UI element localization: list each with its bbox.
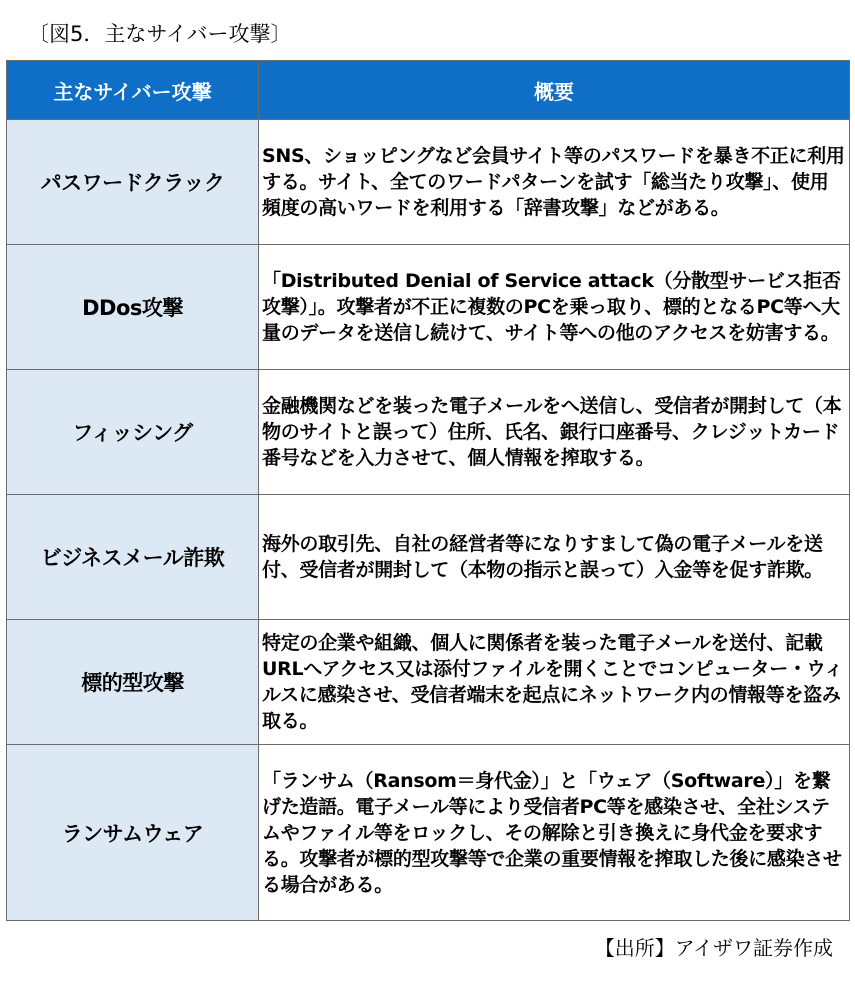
- attack-description: SNS、ショッピングなど会員サイト等のパスワードを暴き不正に利用する。サイト、全てのワードパターンを試す「総当たり攻撃」、使用頻度の高いワードを利用する「辞書攻撃」などがある。: [259, 120, 850, 245]
- attack-description: 金融機関などを装った電子メールをへ送信し、受信者が開封して（本物のサイトと誤って）住所、氏名、銀行口座番号、クレジットカード番号などを入力させて、個人情報を搾取する。: [259, 370, 850, 495]
- attack-description: 「Distributed Denial of Service attack（分散型サービス拒否攻撃）」。攻撃者が不正に複数のPCを乗っ取り、標的となるPC等へ大量のデータを送信し続けて、サイト等への他のアクセスを妨害する。: [259, 245, 850, 370]
- table-row: [7, 745, 850, 921]
- table-row: [7, 620, 850, 745]
- table-row: [7, 120, 850, 245]
- figure-caption: 〔図5．主なサイバー攻撃〕: [28, 22, 292, 46]
- cyber-attack-table: [6, 60, 850, 921]
- attack-name: パスワードクラック: [7, 120, 259, 245]
- table-row: [7, 370, 850, 495]
- source-note: 【出所】アイザワ証券作成: [594, 936, 833, 960]
- header-attack-type: 主なサイバー攻撃: [7, 61, 259, 120]
- attack-description: 特定の企業や組織、個人に関係者を装った電子メールを送付、記載URLへアクセス又は添付ファイルを開くことでコンピューター・ウィルスに感染させ、受信者端末を起点にネットワーク内の情報等を盗み取る。: [259, 620, 850, 745]
- attack-name: ビジネスメール詐欺: [7, 495, 259, 620]
- table-row: [7, 245, 850, 370]
- header-overview: 概要: [259, 61, 850, 120]
- table-header-row: [7, 61, 850, 120]
- attack-name: DDos攻撃: [7, 245, 259, 370]
- attack-description: 「ランサム（Ransom＝身代金）」と「ウェア（Software）」を繋げた造語。電子メール等により受信者PC等を感染させ、全社システムやファイル等をロックし、その解除と引き換えに身代金を要求する。攻撃者が標的型攻撃等で企業の重要情報を搾取した後に感染させる場合がある。: [259, 745, 850, 921]
- attack-name: ランサムウェア: [7, 745, 259, 921]
- attack-name: 標的型攻撃: [7, 620, 259, 745]
- attack-description: 海外の取引先、自社の経営者等になりすまして偽の電子メールを送付、受信者が開封して（本物の指示と誤って）入金等を促す詐欺。: [259, 495, 850, 620]
- table-row: [7, 495, 850, 620]
- attack-name: フィッシング: [7, 370, 259, 495]
